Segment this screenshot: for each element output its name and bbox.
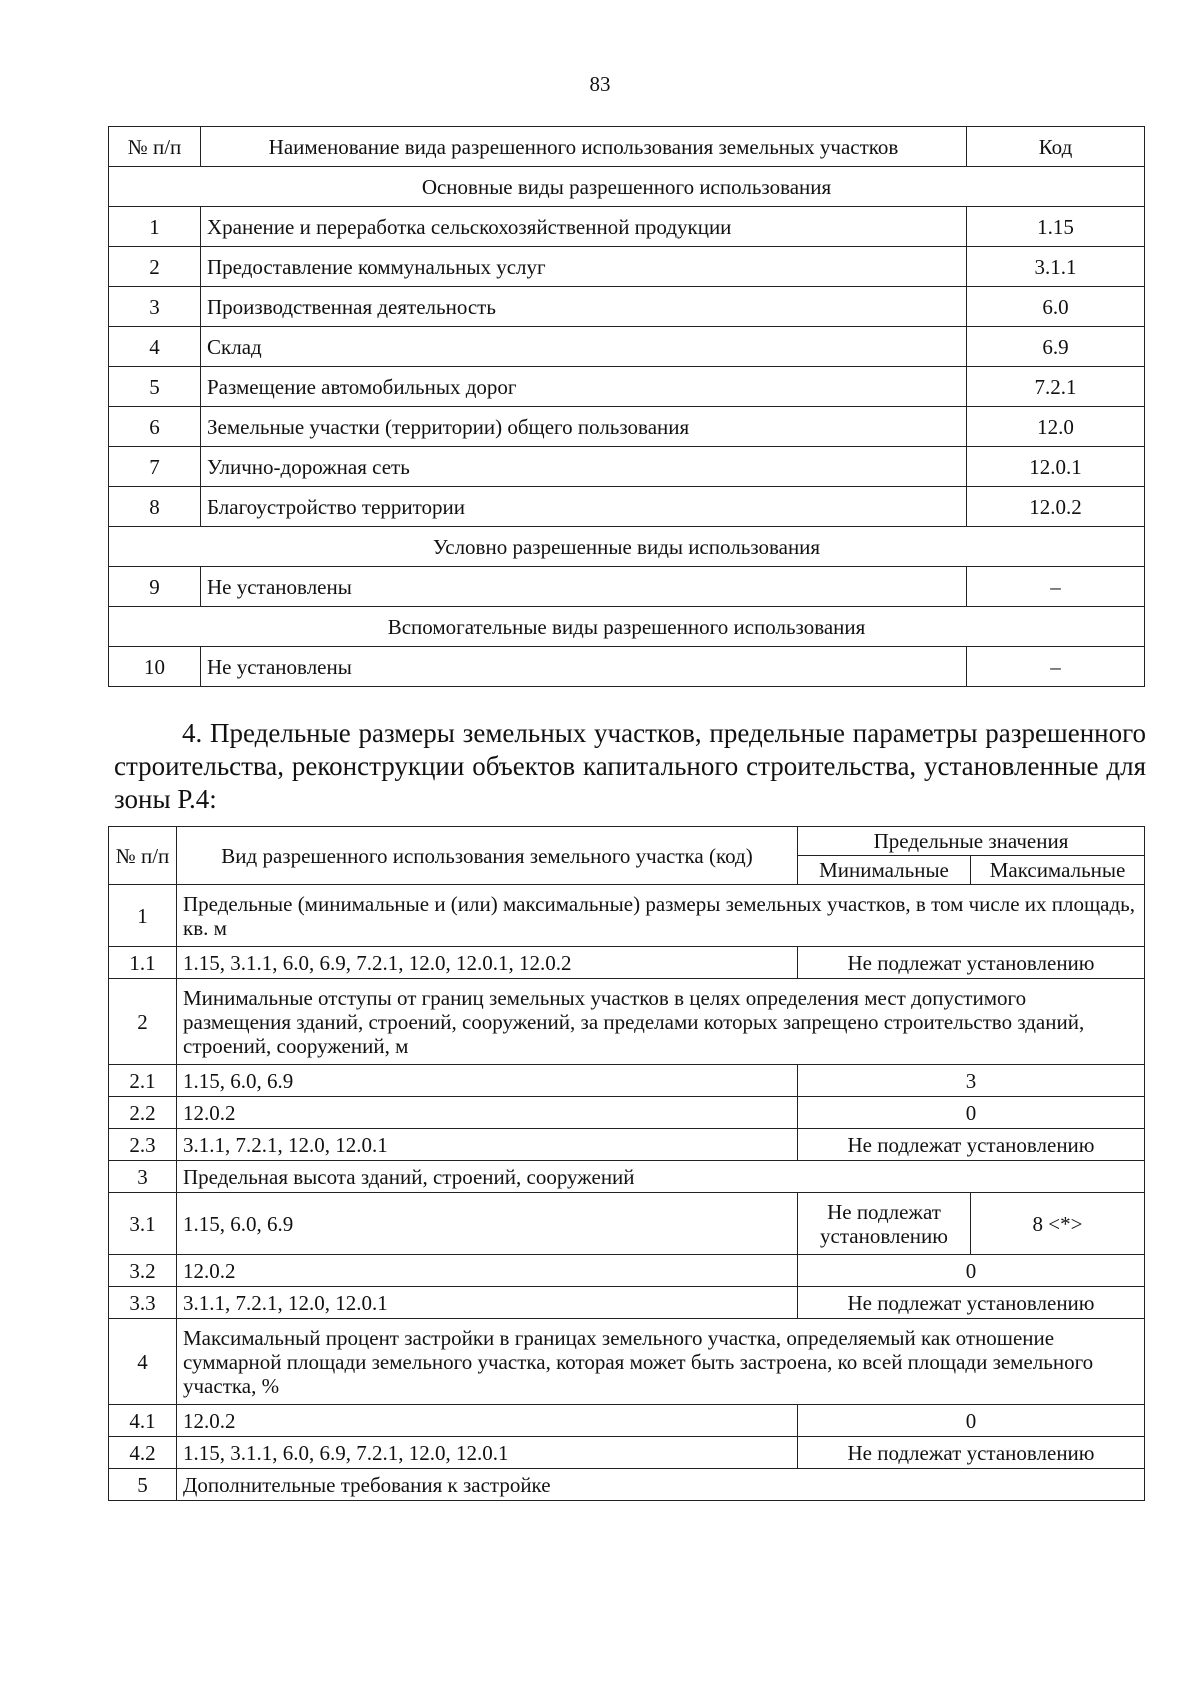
row-code: 6.9 — [967, 327, 1145, 367]
row-num: 4.1 — [109, 1405, 177, 1437]
table-row — [109, 885, 1145, 947]
row-name: Не установлены — [201, 567, 967, 607]
table-row — [109, 1065, 1145, 1097]
land-use-types-table — [108, 126, 1145, 687]
table-row — [109, 287, 1145, 327]
row-num: 3.2 — [109, 1255, 177, 1287]
row-codes: 1.15, 6.0, 6.9 — [177, 1065, 798, 1097]
row-text: Дополнительные требования к застройке — [177, 1469, 1145, 1501]
header-max: Максимальные — [971, 856, 1145, 885]
header-min: Минимальные — [798, 856, 971, 885]
table-row — [109, 1097, 1145, 1129]
row-num: 3.3 — [109, 1287, 177, 1319]
row-code: 12.0.2 — [967, 487, 1145, 527]
row-codes: 1.15, 3.1.1, 6.0, 6.9, 7.2.1, 12.0, 12.0.1 — [177, 1437, 798, 1469]
row-value: 0 — [798, 1097, 1145, 1129]
row-num: 6 — [109, 407, 201, 447]
row-num: 4.2 — [109, 1437, 177, 1469]
row-codes: 12.0.2 — [177, 1255, 798, 1287]
row-name: Склад — [201, 327, 967, 367]
row-code: 1.15 — [967, 207, 1145, 247]
row-name: Земельные участки (территории) общего пользования — [201, 407, 967, 447]
table-row — [109, 1255, 1145, 1287]
row-codes: 1.15, 3.1.1, 6.0, 6.9, 7.2.1, 12.0, 12.0.1, 12.0.2 — [177, 947, 798, 979]
header-num: № п/п — [109, 127, 201, 167]
limit-parameters-table — [108, 826, 1145, 1501]
row-num: 8 — [109, 487, 201, 527]
row-text: Минимальные отступы от границ земельных участков в целях определения мест допустимого размещения зданий, строений, сооружений, за пределами которых запрещено строительство зданий, строений, сооружений, м — [177, 979, 1145, 1065]
header-limits: Предельные значения — [798, 827, 1145, 856]
row-num: 3.1 — [109, 1193, 177, 1255]
row-codes: 12.0.2 — [177, 1097, 798, 1129]
table-row — [109, 447, 1145, 487]
row-name: Хранение и переработка сельскохозяйственной продукции — [201, 207, 967, 247]
table-row — [109, 367, 1145, 407]
section-row-auxiliary — [109, 607, 1145, 647]
table-row — [109, 407, 1145, 447]
row-name: Предоставление коммунальных услуг — [201, 247, 967, 287]
row-value: Не подлежат установлению — [798, 1287, 1145, 1319]
row-num: 3 — [109, 287, 201, 327]
table-row — [109, 327, 1145, 367]
table-row — [109, 247, 1145, 287]
section-title: Основные виды разрешенного использования — [109, 167, 1145, 207]
row-name: Размещение автомобильных дорог — [201, 367, 967, 407]
section-row-conditional — [109, 527, 1145, 567]
table-row — [109, 1469, 1145, 1501]
header-num: № п/п — [109, 827, 177, 885]
row-max: 8 <*> — [971, 1193, 1145, 1255]
row-num: 7 — [109, 447, 201, 487]
table-row — [109, 1129, 1145, 1161]
row-value: 3 — [798, 1065, 1145, 1097]
row-num: 4 — [109, 327, 201, 367]
row-num: 2.2 — [109, 1097, 177, 1129]
row-num: 2 — [109, 979, 177, 1065]
row-code: 3.1.1 — [967, 247, 1145, 287]
row-name: Не установлены — [201, 647, 967, 687]
row-value: Не подлежат установлению — [798, 1437, 1145, 1469]
table-header-row — [109, 827, 1145, 856]
table-header-row — [109, 127, 1145, 167]
section-title: Вспомогательные виды разрешенного использования — [109, 607, 1145, 647]
row-value: 0 — [798, 1255, 1145, 1287]
row-value: Не подлежат установлению — [798, 947, 1145, 979]
row-name: Производственная деятельность — [201, 287, 967, 327]
row-code: 7.2.1 — [967, 367, 1145, 407]
header-type: Вид разрешенного использования земельного участка (код) — [177, 827, 798, 885]
table-row — [109, 947, 1145, 979]
header-name: Наименование вида разрешенного использования земельных участков — [201, 127, 967, 167]
table-row — [109, 487, 1145, 527]
table-row — [109, 647, 1145, 687]
table-row — [109, 1405, 1145, 1437]
row-num: 2.3 — [109, 1129, 177, 1161]
section-row-main — [109, 167, 1145, 207]
table-row — [109, 1287, 1145, 1319]
row-text: Предельные (минимальные и (или) максимальные) размеры земельных участков, в том числе их площадь, кв. м — [177, 885, 1145, 947]
row-code: 12.0.1 — [967, 447, 1145, 487]
table-row — [109, 1437, 1145, 1469]
row-num: 10 — [109, 647, 201, 687]
row-codes: 3.1.1, 7.2.1, 12.0, 12.0.1 — [177, 1129, 798, 1161]
header-code: Код — [967, 127, 1145, 167]
section-title: Условно разрешенные виды использования — [109, 527, 1145, 567]
row-num: 5 — [109, 367, 201, 407]
table-row — [109, 1161, 1145, 1193]
row-name: Улично-дорожная сеть — [201, 447, 967, 487]
table-row — [109, 1193, 1145, 1255]
table-row — [109, 207, 1145, 247]
row-num: 1.1 — [109, 947, 177, 979]
row-value: 0 — [798, 1405, 1145, 1437]
row-text: Максимальный процент застройки в границах земельного участка, определяемый как отношение суммарной площади земельного участка, которая может быть застроена, ко всей площади земельного участка, % — [177, 1319, 1145, 1405]
row-num: 4 — [109, 1319, 177, 1405]
table-row — [109, 567, 1145, 607]
table-row — [109, 979, 1145, 1065]
row-value: Не подлежат установлению — [798, 1129, 1145, 1161]
row-num: 3 — [109, 1161, 177, 1193]
row-num: 2 — [109, 247, 201, 287]
table-row — [109, 1319, 1145, 1405]
row-num: 9 — [109, 567, 201, 607]
section-4-paragraph: 4. Предельные размеры земельных участков, предельные параметры разрешенного строительства, реконструкции объектов капитального строительства, установленные для зоны Р.4: — [114, 718, 1146, 814]
row-num: 5 — [109, 1469, 177, 1501]
page-number: 83 — [589, 72, 611, 96]
row-text: Предельная высота зданий, строений, сооружений — [177, 1161, 1145, 1193]
row-num: 1 — [109, 885, 177, 947]
row-codes: 1.15, 6.0, 6.9 — [177, 1193, 798, 1255]
row-code: 12.0 — [967, 407, 1145, 447]
row-code: – — [967, 647, 1145, 687]
row-num: 2.1 — [109, 1065, 177, 1097]
row-num: 1 — [109, 207, 201, 247]
row-code: 6.0 — [967, 287, 1145, 327]
row-min: Не подлежат установлению — [798, 1193, 971, 1255]
row-code: – — [967, 567, 1145, 607]
row-codes: 3.1.1, 7.2.1, 12.0, 12.0.1 — [177, 1287, 798, 1319]
row-name: Благоустройство территории — [201, 487, 967, 527]
row-codes: 12.0.2 — [177, 1405, 798, 1437]
